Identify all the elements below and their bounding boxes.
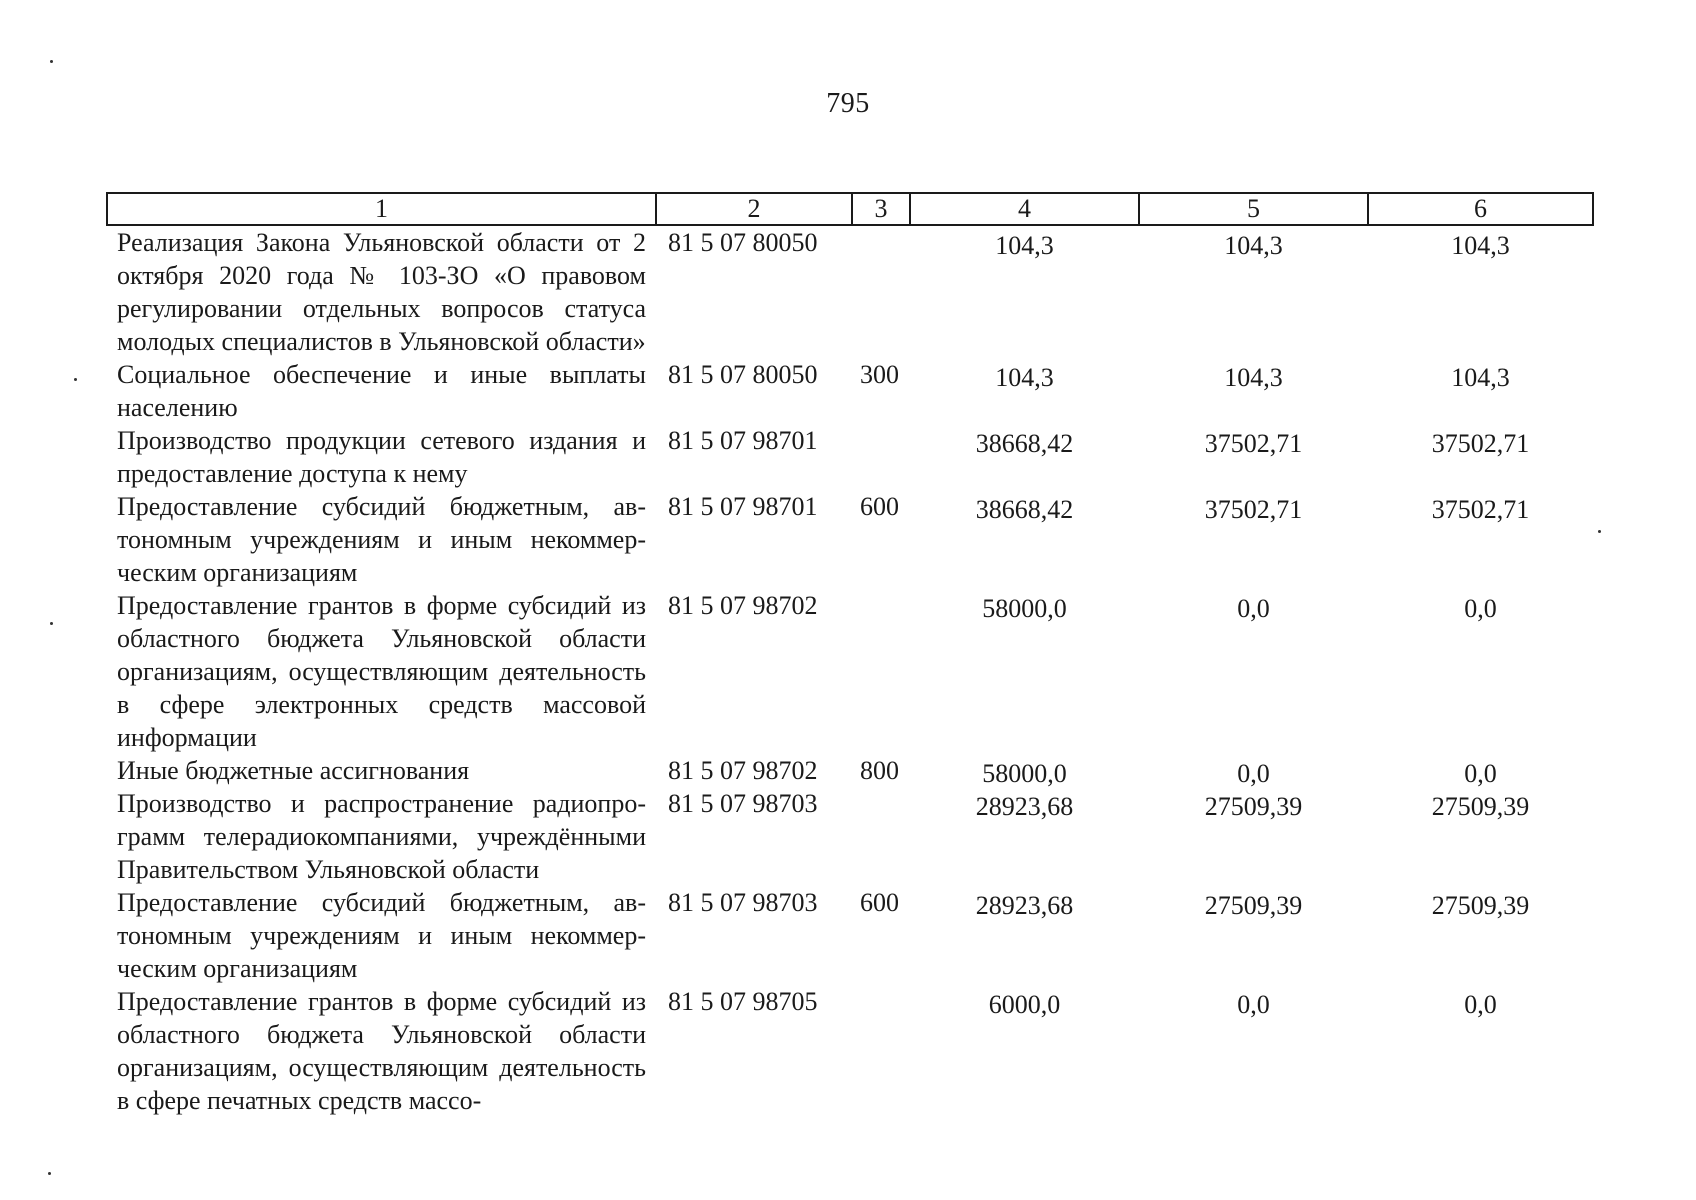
row-name: Социальное обеспечение и иные выплаты населению [117, 360, 646, 422]
row-value-6-text: 0,0 [1464, 990, 1497, 1019]
table-row [107, 424, 1593, 490]
row-code: 81 5 07 98702 [668, 756, 818, 785]
row-value-4 [910, 424, 1139, 490]
scan-speck [48, 1172, 51, 1175]
scan-speck [1598, 530, 1601, 533]
column-header-1: 1 [107, 193, 656, 225]
page-number: 795 [826, 88, 870, 119]
row-value-6-text: 0,0 [1464, 759, 1497, 788]
row-name: Производство продукции сетевого издания и предоставление доступа к нему [117, 426, 646, 488]
row-value-5-text: 27509,39 [1204, 891, 1303, 920]
row-code: 81 5 07 98701 [668, 426, 818, 455]
table-row [107, 985, 1593, 1117]
table-row [107, 490, 1593, 589]
row-value-4-text: 58000,0 [982, 759, 1067, 788]
row-code: 81 5 07 98702 [668, 591, 818, 620]
row-value-5-text: 37502,71 [1204, 429, 1303, 458]
row-value-6 [1368, 985, 1593, 1117]
row-name: Производство и распространение радиопрограмм телерадиокомпаниями, учреждёнными Правительством Ульяновской области [117, 789, 646, 884]
row-code: 81 5 07 98703 [668, 888, 818, 917]
row-value-4 [910, 754, 1139, 787]
row-value-5 [1139, 490, 1368, 589]
row-name: Предоставление субсидий бюджетным, автономным учреждениям и иным некоммерческим организациям [117, 888, 646, 983]
column-header-2: 2 [656, 193, 852, 225]
row-value-5 [1139, 985, 1368, 1117]
column-header-5: 5 [1139, 193, 1368, 225]
table-row [107, 358, 1593, 424]
scan-speck [50, 60, 53, 63]
row-value-6-text: 37502,71 [1431, 495, 1530, 524]
row-type: 300 [860, 360, 899, 389]
row-value-4-text: 104,3 [995, 231, 1054, 260]
row-type: 800 [860, 756, 899, 785]
row-value-6-text: 104,3 [1451, 363, 1510, 392]
row-value-6 [1368, 787, 1593, 886]
column-header-4: 4 [910, 193, 1139, 225]
row-value-4 [910, 358, 1139, 424]
row-value-6-text: 0,0 [1464, 594, 1497, 623]
row-value-6 [1368, 358, 1593, 424]
row-value-4-text: 28923,68 [975, 891, 1074, 920]
row-value-4 [910, 886, 1139, 985]
table-body [107, 225, 1593, 1117]
scan-speck [50, 622, 53, 625]
row-type [852, 787, 910, 886]
row-value-6 [1368, 424, 1593, 490]
row-value-5 [1139, 886, 1368, 985]
row-type: 600 [860, 888, 899, 917]
budget-table [106, 192, 1594, 1117]
row-code: 81 5 07 98701 [668, 492, 818, 521]
row-value-6-text: 27509,39 [1431, 792, 1530, 821]
table-row [107, 886, 1593, 985]
row-type [852, 589, 910, 754]
header-row [107, 193, 1593, 225]
row-value-4-text: 58000,0 [982, 594, 1067, 623]
column-header-6: 6 [1368, 193, 1593, 225]
row-code: 81 5 07 80050 [668, 228, 818, 257]
row-value-6 [1368, 225, 1593, 358]
row-value-6-text: 37502,71 [1431, 429, 1530, 458]
row-value-4 [910, 787, 1139, 886]
table-row [107, 589, 1593, 754]
row-value-4-text: 104,3 [995, 363, 1054, 392]
row-code: 81 5 07 98705 [668, 987, 818, 1016]
row-value-6-text: 104,3 [1451, 231, 1510, 260]
row-value-5-text: 27509,39 [1204, 792, 1303, 821]
row-value-5-text: 0,0 [1237, 594, 1270, 623]
row-value-5-text: 0,0 [1237, 759, 1270, 788]
row-type: 600 [860, 492, 899, 521]
scan-speck [74, 378, 77, 381]
row-name: Предоставление грантов в форме субсидий из областного бюджета Ульяновской области организациям, осуществляющим деятельность в сфере печатных средств массо- [117, 987, 646, 1115]
row-type [852, 424, 910, 490]
row-value-6-text: 27509,39 [1431, 891, 1530, 920]
row-value-6 [1368, 886, 1593, 985]
row-value-5-text: 0,0 [1237, 990, 1270, 1019]
row-name: Иные бюджетные ассигнования [117, 756, 470, 785]
row-value-4-text: 6000,0 [988, 990, 1061, 1019]
table-row [107, 225, 1593, 358]
row-value-4-text: 28923,68 [975, 792, 1074, 821]
row-value-4 [910, 985, 1139, 1117]
row-value-5 [1139, 358, 1368, 424]
row-value-6 [1368, 490, 1593, 589]
row-value-5-text: 37502,71 [1204, 495, 1303, 524]
row-name: Предоставление субсидий бюджетным, автономным учреждениям и иным некоммерческим организациям [117, 492, 646, 587]
table-header [107, 193, 1593, 225]
row-code: 81 5 07 80050 [668, 360, 818, 389]
row-value-4-text: 38668,42 [975, 495, 1074, 524]
row-value-4 [910, 225, 1139, 358]
row-value-4 [910, 490, 1139, 589]
row-type [852, 225, 910, 358]
row-value-5 [1139, 754, 1368, 787]
row-value-5 [1139, 787, 1368, 886]
table-row [107, 754, 1593, 787]
row-code: 81 5 07 98703 [668, 789, 818, 818]
table-row [107, 787, 1593, 886]
column-header-3: 3 [852, 193, 910, 225]
row-name: Реализация Закона Ульяновской области от 2 октября 2020 года № 103-ЗО «О правовом регулировании отдельных вопросов статуса молодых специалистов в Ульяновской области» [117, 228, 646, 356]
budget-table-container [106, 192, 1592, 1117]
row-value-6 [1368, 754, 1593, 787]
row-name: Предоставление грантов в форме субсидий из областного бюджета Ульяновской области организациям, осуществляющим деятельность в сфере электронных средств массовой информации [117, 591, 646, 752]
row-value-5-text: 104,3 [1224, 231, 1283, 260]
row-value-5 [1139, 225, 1368, 358]
row-value-4 [910, 589, 1139, 754]
row-value-5 [1139, 424, 1368, 490]
row-value-5-text: 104,3 [1224, 363, 1283, 392]
row-value-4-text: 38668,42 [975, 429, 1074, 458]
row-value-6 [1368, 589, 1593, 754]
row-value-5 [1139, 589, 1368, 754]
row-type [852, 985, 910, 1117]
